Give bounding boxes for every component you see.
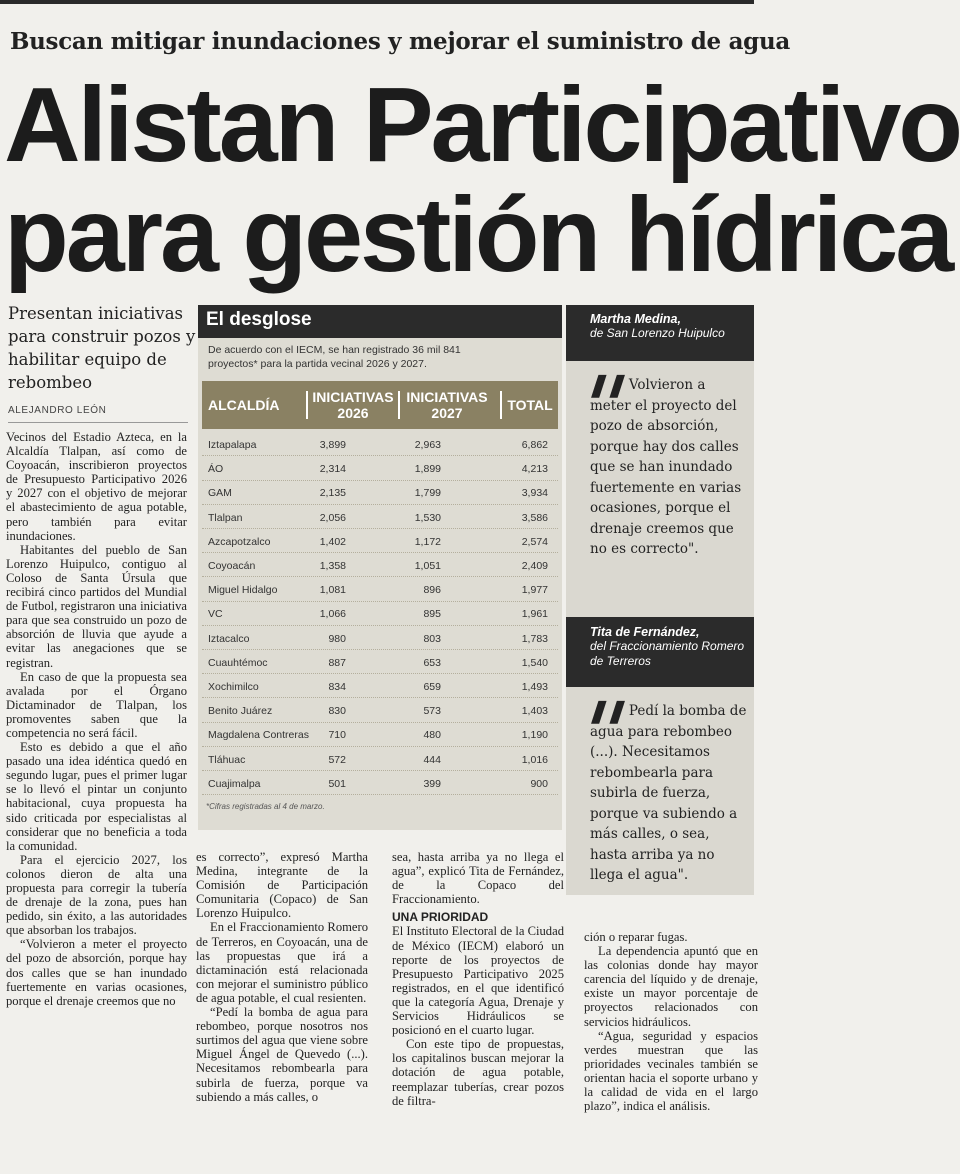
cell-total: 4,213: [521, 463, 548, 476]
cell-2026: 887: [328, 656, 346, 669]
quote-1-name: Martha Medina,: [590, 312, 681, 326]
cell-alcaldia: Magdalena Contreras: [208, 729, 309, 742]
quote-1: [586, 372, 750, 560]
cell-2027: 896: [423, 584, 441, 597]
paragraph: Para el ejercicio 2027, los colonos dieron de alta una propuesta para corregir la tubería de drenaje de la zona, pues han pedido, sin éxito, a las autoridades que absorban los trabajos.: [6, 852, 187, 938]
cell-total: 6,862: [521, 439, 548, 451]
cell-total: 900: [530, 777, 548, 790]
cell-2026: 830: [328, 705, 346, 718]
cell-alcaldia: Tláhuac: [208, 753, 246, 766]
table-row: [202, 506, 558, 529]
paragraph: “Pedí la bomba de agua para rebombeo, porque nosotros nos surtimos del agua que viene sobre Miguel Ángel de Quevedo (...). Necesitamos rebombearla para subirla de fuerza, porque va subiendo a más calles, o: [196, 1005, 368, 1104]
cell-2026: 572: [328, 753, 346, 766]
cell-alcaldia: Xochimilco: [208, 681, 259, 693]
table-note: De acuerdo con el IECM, se han registrado 36 mil 841 proyectos* para la partida vecinal 2026 y 2027.: [208, 344, 461, 370]
cell-total: 1,783: [521, 632, 548, 645]
cell-2026: 501: [328, 777, 346, 790]
header-alcaldia: ALCALDÍA: [208, 397, 280, 413]
header-iniciativas-2027: INICIATIVAS 2027: [406, 389, 488, 421]
table-row: [202, 627, 558, 650]
cell-alcaldia: Cuauhtémoc: [208, 656, 268, 669]
cell-2027: 399: [423, 777, 441, 790]
cell-2027: 573: [423, 705, 441, 718]
paragraph: Esto es debido a que el año pasado una idea idéntica quedó en segundo lugar, pues el primer lugar se lo llevó el pintar un conjunto habitacional, cuya propuesta ha sido criticada por especialistas al considerar que no beneficia a toda la comunidad.: [6, 740, 187, 853]
paragraph: sea, hasta arriba ya no llega el agua”, explicó Tita de Fernández, de la Copaco del Fraccionamiento.: [392, 850, 564, 907]
cell-alcaldia: Azcapotzalco: [208, 535, 271, 548]
cell-2027: 480: [423, 729, 441, 742]
cell-total: 1,016: [521, 753, 548, 766]
cell-total: 1,493: [521, 681, 548, 693]
byline: ALEJANDRO LEÓN: [8, 405, 107, 416]
paragraph: Con este tipo de propuestas, los capitalinos buscan mejorar la dotación de agua potable, reemplazar tuberías, crear pozos de filtra-: [392, 1037, 564, 1108]
table-row: [202, 699, 558, 722]
paragraph: Vecinos del Estadio Azteca, en la Alcaldía Tlalpan, así como de Coyoacán, inscribieron proyectos de Presupuesto Participativo 2026 y 2027 con el objetivo de mejorar el abastecimiento de agua potable, pero también para evitar inundaciones.: [6, 430, 187, 543]
body-column-2: [196, 850, 368, 1174]
deck: Presentan iniciativas para construir pozos y habilitar equipo de rebombeo: [8, 304, 196, 392]
cell-2027: 653: [423, 656, 441, 669]
cell-2026: 710: [328, 729, 346, 742]
subhead: UNA PRIORIDAD: [392, 910, 489, 925]
cell-total: 3,586: [521, 511, 548, 524]
cell-total: 2,574: [521, 535, 548, 548]
cell-2027: 1,799: [414, 487, 441, 500]
cell-2026: 1,081: [319, 584, 346, 597]
paragraph: es correcto”, expresó Martha Medina, integrante de la Comisión de Participación Comunitaria (Copaco) de San Lorenzo Huipulco.: [196, 850, 368, 921]
paragraph: En el Fraccionamiento Romero de Terreros, en Coyoacán, una de las propuestas que irá a dictaminación está relacionada con mejorar el suministro público de agua potable, el cual resienten.: [196, 920, 368, 1005]
cell-2026: 1,066: [319, 608, 346, 621]
cell-alcaldia: Cuajimalpa: [208, 777, 261, 790]
table-row: [202, 554, 558, 577]
top-rule: [0, 0, 754, 4]
paragraph: El Instituto Electoral de la Ciudad de México (IECM) elaboró un reporte de los proyectos de Presupuesto Participativo 2025 registrados, en el que identificó que la categoría Agua, Drenaje y Servicios Hidráulicos se posicionó en el cuarto lugar.: [392, 924, 564, 1038]
cell-alcaldia: Iztacalco: [208, 632, 250, 645]
table-row: [202, 772, 558, 795]
quote-1-header: [566, 305, 754, 361]
cell-2026: 2,056: [319, 511, 346, 524]
cell-2027: 1,899: [414, 463, 441, 476]
cell-total: 1,977: [521, 584, 548, 597]
table-row: [202, 651, 558, 674]
quote-2-affiliation: del Fraccionamiento Romero de Terreros: [590, 639, 745, 668]
paragraph: La dependencia apuntó que en las colonias donde hay mayor carencia del líquido y de drenaje, existe un mayor porcentaje de proyectos relacionados con servicios hidráulicos.: [584, 944, 758, 1029]
cell-2027: 1,530: [414, 511, 441, 524]
cell-2026: 2,314: [319, 463, 346, 476]
quote-1-text: Volvieron a meter el proyecto del pozo de absorción, porque hay dos calles que se han inundado fuertemente en varias ocasiones, porque el drenaje creemos que no es correcto".: [590, 377, 742, 557]
cell-2026: 980: [328, 632, 346, 645]
kicker: Buscan mitigar inundaciones y mejorar el suministro de agua: [10, 28, 790, 55]
cell-2027: 659: [423, 681, 441, 693]
breakdown-table: [198, 305, 562, 830]
table-title: El desglose: [206, 309, 312, 330]
cell-2027: 803: [423, 632, 441, 645]
quote-2-header: [566, 617, 754, 687]
cell-alcaldia: GAM: [208, 487, 232, 500]
table-row: [202, 457, 558, 480]
cell-2027: 1,051: [414, 560, 441, 572]
table-row: [202, 602, 558, 625]
quote-2-name: Tita de Fernández,: [590, 625, 700, 639]
paragraph: “Agua, seguridad y espacios verdes muestran que las prioridades vecinales también se orientan hacia el soporte urbano y la calidad de vida en el largo plazo”, indica el análisis.: [584, 1028, 758, 1114]
table-row: [202, 433, 558, 456]
body-column-1: [6, 430, 187, 1174]
cell-alcaldia: VC: [208, 608, 223, 621]
cell-2026: 834: [328, 681, 346, 693]
cell-alcaldia: Iztapalapa: [208, 439, 257, 451]
paragraph: “Volvieron a meter el proyecto del pozo de absorción, porque hay dos calles que se han inundado fuertemente en varias ocasiones, porque el drenaje creemos que no: [6, 937, 187, 1008]
body-column-4: [584, 930, 758, 1174]
table-title-bar: [198, 305, 562, 338]
quote-1-affiliation: de San Lorenzo Huipulco: [590, 326, 725, 340]
table-row: [202, 530, 558, 553]
quote-2-text: Pedí la bomba de agua para rebombeo (...). Necesitamos rebombearla para subirla de fuerza, porque va subiendo a más calles, o sea, hasta arriba ya no llega el agua".: [590, 703, 747, 883]
header-iniciativas-2026: INICIATIVAS 2026: [312, 389, 394, 421]
table-row: [202, 748, 558, 771]
paragraph: Habitantes del pueblo de San Lorenzo Huipulco, contiguo al Coloso de Santa Úrsula que recibirá cinco partidos del Mundial de Futbol, registraron una iniciativa para que sea construido un pozo de absorción de lluvia que ayude a evitar las anegaciones que se registran.: [6, 542, 187, 670]
cell-2026: 1,402: [319, 535, 346, 548]
byline-divider: [8, 422, 188, 423]
cell-total: 1,403: [521, 705, 548, 718]
cell-total: 1,190: [521, 729, 548, 742]
cell-2026: 1,358: [319, 560, 346, 572]
quote-mark-icon: ❚❚: [586, 698, 632, 723]
quote-mark-icon: ❚❚: [586, 372, 632, 397]
cell-alcaldia: Coyoacán: [208, 560, 256, 572]
headline-line-2: para gestión hídrica: [4, 176, 952, 294]
quote-2: [586, 698, 750, 886]
header-separator: [398, 391, 400, 419]
cell-2026: 2,135: [319, 487, 346, 500]
cell-total: 1,961: [521, 608, 548, 621]
table-row: [202, 675, 558, 698]
cell-2027: 2,963: [414, 439, 441, 451]
cell-2027: 1,172: [414, 535, 441, 548]
cell-2027: 895: [423, 608, 441, 621]
table-header-row: [202, 381, 558, 429]
header-separator: [500, 391, 502, 419]
headline-line-1: Alistan Participativo: [4, 66, 960, 184]
cell-alcaldia: Miguel Hidalgo: [208, 584, 278, 597]
cell-alcaldia: Benito Juárez: [208, 705, 273, 718]
cell-2027: 444: [423, 753, 441, 766]
cell-2026: 3,899: [319, 439, 346, 451]
quotes-sidebar: [566, 305, 754, 895]
header-separator: [306, 391, 308, 419]
cell-alcaldia: Tlalpan: [208, 511, 243, 524]
table-row: [202, 481, 558, 504]
cell-total: 3,934: [521, 487, 548, 500]
cell-total: 2,409: [521, 560, 548, 572]
cell-alcaldia: ÁO: [208, 463, 224, 476]
paragraph: ción o reparar fugas.: [584, 930, 688, 944]
table-footnote: *Cifras registradas al 4 de marzo.: [206, 802, 325, 811]
table-row: [202, 723, 558, 746]
paragraph: En caso de que la propuesta sea avalada por el Órgano Dictaminador de Tlalpan, los promoventes saben que la competencia no será fácil.: [6, 669, 187, 740]
body-column-3: [392, 850, 564, 1174]
table-row: [202, 578, 558, 601]
cell-total: 1,540: [521, 656, 548, 669]
header-total: TOTAL: [507, 397, 553, 413]
